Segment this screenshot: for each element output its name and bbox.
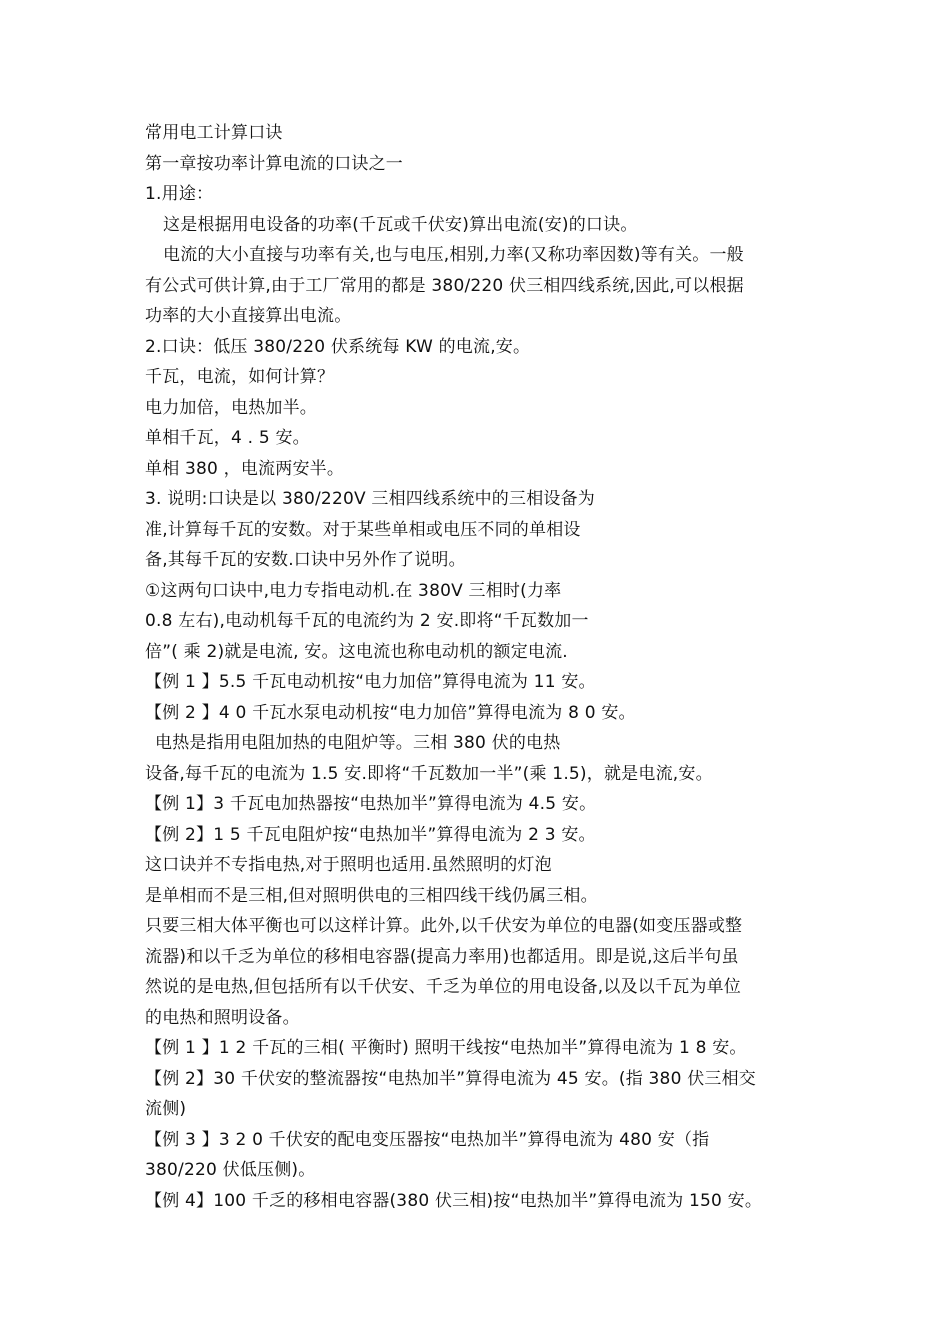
section-heading: 2.口诀：低压 380/220 伏系统每 KW 的电流,安。: [145, 336, 531, 357]
paragraph-line: ①这两句口诀中,电力专指电动机.在 380V 三相时(力率: [145, 580, 562, 601]
section-heading: 3. 说明:口诀是以 380/220V 三相四线系统中的三相设备为: [145, 489, 596, 509]
paragraph-line: 只要三相大体平衡也可以这样计算。此外,以千伏安为单位的电器(如变压器或整: [145, 916, 743, 936]
paragraph-line: 0.8 左右),电动机每千瓦的电流约为 2 安.即将“千瓦数加一: [145, 611, 589, 631]
document-body: [145, 118, 825, 1216]
paragraph-line: 这口诀并不专指电热,对于照明也适用.虽然照明的灯泡: [145, 855, 552, 875]
example-line: 流侧): [145, 1099, 187, 1119]
verse-line: 电力加倍，电热加半。: [145, 397, 317, 418]
paragraph-line: 流器)和以千乏为单位的移相电容器(提高力率用)也都适用。即是说,这后半句虽: [145, 946, 739, 967]
example-line: 380/220 伏低压侧)。: [145, 1160, 316, 1180]
example-line: 【例 1】3 千瓦电加热器按“电热加半”算得电流为 4.5 安。: [145, 794, 597, 814]
paragraph-line: 然说的是电热,但包括所有以千伏安、千乏为单位的用电设备,以及以千瓦为单位: [145, 977, 742, 997]
example-line: 【例 2】30 千伏安的整流器按“电热加半”算得电流为 45 安。(指 380 伏三相交: [145, 1068, 756, 1089]
paragraph-line: 是单相而不是三相,但对照明供电的三相四线干线仍属三相。: [145, 885, 598, 906]
example-line: 【例 1 】5.5 千瓦电动机按“电力加倍”算得电流为 11 安。: [145, 672, 596, 692]
verse-line: 单相千瓦，4 . 5 安。: [145, 428, 310, 448]
paragraph-line: 有公式可供计算,由于工厂常用的都是 380/220 伏三相四线系统,因此,可以根据: [145, 275, 744, 296]
paragraph-line: 备,其每千瓦的安数.口诀中另外作了说明。: [145, 550, 466, 570]
paragraph-line: 这是根据用电设备的功率(千瓦或千伏安)算出电流(安)的口诀。: [163, 214, 638, 235]
verse-line: 单相 380 ，电流两安半。: [145, 458, 345, 479]
verse-line: 千瓦，电流，如何计算？: [145, 367, 335, 387]
paragraph-line: 准,计算每千瓦的安数。对于某些单相或电压不同的单相设: [145, 519, 581, 540]
paragraph-line: 倍”( 乘 2)就是电流, 安。这电流也称电动机的额定电流.: [145, 641, 568, 662]
section-heading: 1.用途：: [145, 184, 214, 204]
example-line: 【例 2 】4 0 千瓦水泵电动机按“电力加倍”算得电流为 8 0 安。: [145, 702, 636, 723]
paragraph-line: 的电热和照明设备。: [145, 1007, 300, 1028]
document-title: 常用电工计算口诀: [145, 123, 283, 143]
example-line: 【例 4】100 千乏的移相电容器(380 伏三相)按“电热加半”算得电流为 150 安。: [145, 1190, 763, 1211]
example-line: 【例 2】1 5 千瓦电阻炉按“电热加半”算得电流为 2 3 安。: [145, 824, 596, 845]
example-line: 【例 3 】3 2 0 千伏安的配电变压器按“电热加半”算得电流为 480 安（指: [145, 1129, 710, 1150]
paragraph-line: 电流的大小直接与功率有关,也与电压,相别,力率(又称功率因数)等有关。一般: [163, 245, 744, 265]
paragraph-line: 设备,每千瓦的电流为 1.5 安.即将“千瓦数加一半”(乘 1.5)，就是电流,安。: [145, 763, 713, 784]
example-line: 【例 1 】1 2 千瓦的三相( 平衡时) 照明干线按“电热加半”算得电流为 1 8 安。: [145, 1038, 747, 1058]
chapter-heading: 第一章按功率计算电流的口诀之一: [145, 153, 403, 174]
paragraph-line: 功率的大小直接算出电流。: [145, 306, 352, 326]
paragraph-line: 电热是指用电阻加热的电阻炉等。三相 380 伏的电热: [155, 733, 561, 753]
